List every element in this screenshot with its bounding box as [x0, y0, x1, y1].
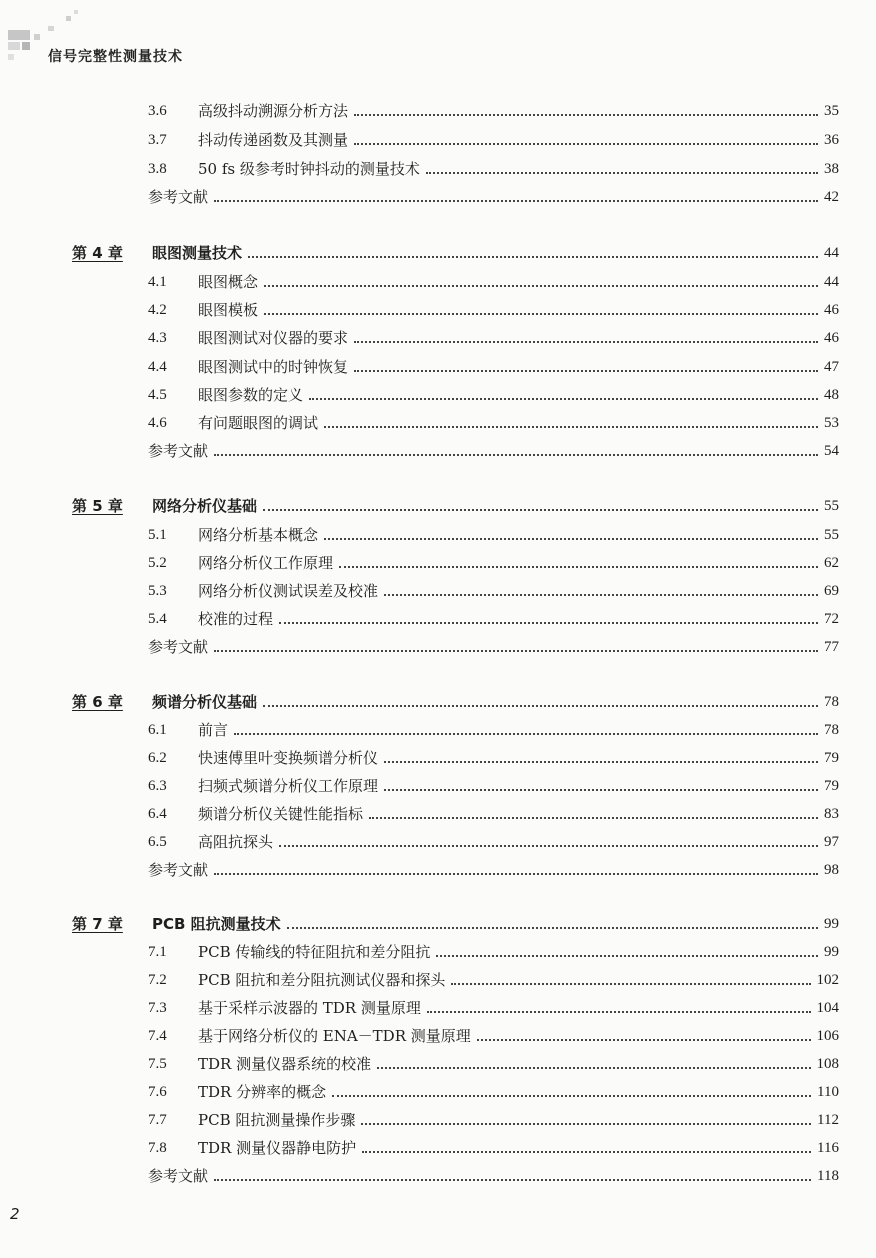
page-ref: 46 [824, 302, 839, 318]
dot-leader [384, 593, 818, 596]
section-title: 眼图测试对仪器的要求 [198, 329, 349, 347]
page-ref: 78 [824, 722, 839, 738]
toc-section-entry [148, 940, 839, 962]
dot-leader [377, 1066, 810, 1069]
dot-leader [248, 255, 818, 258]
page-ref: 72 [824, 611, 839, 627]
page-ref: 36 [824, 132, 839, 148]
chapter-title: PCB 阻抗测量技术 [152, 915, 281, 933]
section-title: 高阻抗探头 [198, 833, 274, 851]
section-title: 参考文献 [148, 861, 209, 879]
section-title: PCB 阻抗和差分阻抗测试仪器和探头 [198, 971, 446, 989]
section-number: 7.5 [148, 1056, 167, 1072]
page-ref: 47 [824, 359, 839, 375]
chapter-number: 第 4 章 [72, 244, 123, 262]
section-title: 扫频式频谱分析仪工作原理 [198, 777, 379, 795]
chapter-title: 频谱分析仪基础 [152, 693, 258, 711]
section-number: 6.2 [148, 750, 167, 766]
toc-section-entry [148, 128, 839, 150]
dot-leader [362, 1150, 811, 1153]
page-ref: 62 [824, 555, 839, 571]
page-ref: 99 [824, 916, 839, 932]
section-title: 眼图模板 [198, 301, 259, 319]
section-title: TDR 分辨率的概念 [198, 1083, 327, 1101]
toc-section-entry [148, 1052, 839, 1074]
section-title: 参考文献 [148, 638, 209, 656]
toc-chapter-entry [72, 494, 839, 516]
toc-section-entry [148, 746, 839, 768]
section-title: 基于网络分析仪的 ENA－TDR 测量原理 [198, 1027, 471, 1045]
section-title: 抖动传递函数及其测量 [198, 131, 349, 149]
chapter-number: 第 7 章 [72, 915, 123, 933]
section-number: 5.4 [148, 611, 167, 627]
dot-leader [234, 732, 818, 735]
page-ref: 69 [824, 583, 839, 599]
section-number: 7.1 [148, 944, 167, 960]
page-ref: 79 [824, 778, 839, 794]
page-ref: 118 [817, 1168, 839, 1184]
dot-leader [339, 565, 818, 568]
toc-section-entry [148, 774, 839, 796]
page-ref: 99 [824, 944, 839, 960]
page-ref: 116 [817, 1140, 839, 1156]
dot-leader [324, 537, 818, 540]
page-ref: 55 [824, 498, 839, 514]
page-ref: 110 [817, 1084, 839, 1100]
page-ref: 97 [824, 834, 839, 850]
page-ref: 54 [824, 443, 839, 459]
section-title: PCB 传输线的特征阻抗和差分阻抗 [198, 943, 431, 961]
chapter-number: 第 6 章 [72, 693, 123, 711]
page-ref: 44 [824, 274, 839, 290]
dot-leader [214, 649, 818, 652]
section-number: 7.7 [148, 1112, 167, 1128]
dot-leader [361, 1122, 811, 1125]
dot-leader [287, 926, 818, 929]
section-number: 5.3 [148, 583, 167, 599]
section-number: 4.6 [148, 415, 167, 431]
toc-section-entry [148, 523, 839, 545]
page-ref: 77 [824, 639, 839, 655]
page-ref: 35 [824, 103, 839, 119]
dot-leader [427, 1010, 811, 1013]
section-title: TDR 测量仪器系统的校准 [198, 1055, 372, 1073]
dot-leader [354, 369, 818, 372]
page-ref: 44 [824, 245, 839, 261]
section-number: 4.1 [148, 274, 167, 290]
toc-section-entry [148, 1108, 839, 1130]
section-title: 眼图参数的定义 [198, 386, 304, 404]
dot-leader [264, 312, 818, 315]
toc-section-entry [148, 157, 839, 179]
section-number: 3.8 [148, 161, 167, 177]
toc-section-entry [148, 1024, 839, 1046]
section-title: 校准的过程 [198, 610, 274, 628]
dot-leader [332, 1094, 811, 1097]
section-number: 7.3 [148, 1000, 167, 1016]
dot-leader [354, 113, 818, 116]
page-ref: 108 [816, 1056, 839, 1072]
toc-chapter-entry [72, 241, 839, 263]
section-number: 5.1 [148, 527, 167, 543]
book-title: 信号完整性测量技术 [48, 49, 183, 65]
dot-leader [279, 844, 818, 847]
toc-section-entry [148, 99, 839, 121]
section-number: 4.3 [148, 330, 167, 346]
page-ref: 104 [816, 1000, 839, 1016]
section-title: 网络分析基本概念 [198, 526, 319, 544]
dot-leader [369, 816, 818, 819]
page-ref: 106 [816, 1028, 839, 1044]
toc-section-entry [148, 579, 839, 601]
toc-section-entry [148, 1164, 839, 1186]
dot-leader [354, 142, 818, 145]
dot-leader [309, 397, 818, 400]
dot-leader [264, 284, 818, 287]
page-number: 2 [10, 1205, 20, 1223]
page-ref: 48 [824, 387, 839, 403]
section-number: 6.1 [148, 722, 167, 738]
toc-section-entry [148, 355, 839, 377]
page-ref: 79 [824, 750, 839, 766]
chapter-title: 网络分析仪基础 [152, 497, 258, 515]
section-number: 7.6 [148, 1084, 167, 1100]
section-title: 高级抖动溯源分析方法 [198, 102, 349, 120]
toc-section-entry [148, 551, 839, 573]
chapter-title: 眼图测量技术 [152, 244, 243, 262]
section-title: 有问题眼图的调试 [198, 414, 319, 432]
section-title: 参考文献 [148, 442, 209, 460]
toc-section-entry [148, 858, 839, 880]
toc-section-entry [148, 830, 839, 852]
toc-section-entry [148, 326, 839, 348]
toc-section-entry [148, 439, 839, 461]
toc-section-entry [148, 802, 839, 824]
toc-section-entry [148, 270, 839, 292]
toc-section-entry [148, 718, 839, 740]
page-ref: 112 [817, 1112, 839, 1128]
section-title: 50 fs 级参考时钟抖动的测量技术 [198, 160, 420, 178]
section-number: 7.2 [148, 972, 167, 988]
section-number: 7.4 [148, 1028, 167, 1044]
dot-leader [426, 171, 818, 174]
page-ref: 53 [824, 415, 839, 431]
page-ref: 98 [824, 862, 839, 878]
dot-leader [214, 199, 818, 202]
section-number: 4.4 [148, 359, 167, 375]
section-number: 7.8 [148, 1140, 167, 1156]
dot-leader [436, 954, 818, 957]
toc-chapter-entry [72, 912, 839, 934]
section-title: 参考文献 [148, 188, 209, 206]
toc-section-entry [148, 185, 839, 207]
toc-chapter-entry [72, 690, 839, 712]
page-ref: 102 [816, 972, 839, 988]
dot-leader [324, 425, 818, 428]
section-title: 网络分析仪工作原理 [198, 554, 334, 572]
dot-leader [384, 760, 818, 763]
dot-leader [214, 872, 818, 875]
toc-section-entry [148, 298, 839, 320]
section-number: 3.6 [148, 103, 167, 119]
section-number: 4.2 [148, 302, 167, 318]
section-number: 4.5 [148, 387, 167, 403]
toc-section-entry [148, 1136, 839, 1158]
page-ref: 46 [824, 330, 839, 346]
toc-section-entry [148, 411, 839, 433]
dot-leader [214, 453, 818, 456]
section-title: 眼图测试中的时钟恢复 [198, 358, 349, 376]
section-number: 6.4 [148, 806, 167, 822]
page-ref: 42 [824, 189, 839, 205]
section-number: 5.2 [148, 555, 167, 571]
dot-leader [214, 1178, 811, 1181]
dot-leader [279, 621, 818, 624]
section-title: TDR 测量仪器静电防护 [198, 1139, 357, 1157]
section-number: 3.7 [148, 132, 167, 148]
running-header [8, 6, 308, 76]
toc-section-entry [148, 996, 839, 1018]
section-title: 眼图概念 [198, 273, 259, 291]
section-title: PCB 阻抗测量操作步骤 [198, 1111, 356, 1129]
section-title: 基于采样示波器的 TDR 测量原理 [198, 999, 421, 1017]
page-ref: 83 [824, 806, 839, 822]
toc-section-entry [148, 635, 839, 657]
toc-section-entry [148, 383, 839, 405]
toc-section-entry [148, 968, 839, 990]
section-title: 网络分析仪测试误差及校准 [198, 582, 379, 600]
dot-leader [263, 508, 818, 511]
section-title: 快速傅里叶变换频谱分析仪 [198, 749, 379, 767]
dot-leader [384, 788, 818, 791]
dot-leader [477, 1038, 811, 1041]
chapter-number: 第 5 章 [72, 497, 123, 515]
dot-leader [451, 982, 810, 985]
page-ref: 78 [824, 694, 839, 710]
page-ref: 38 [824, 161, 839, 177]
section-title: 前言 [198, 721, 229, 739]
toc-section-entry [148, 1080, 839, 1102]
dot-leader [354, 340, 818, 343]
section-title: 参考文献 [148, 1167, 209, 1185]
section-number: 6.3 [148, 778, 167, 794]
section-number: 6.5 [148, 834, 167, 850]
toc-section-entry [148, 607, 839, 629]
section-title: 频谱分析仪关键性能指标 [198, 805, 364, 823]
page-ref: 55 [824, 527, 839, 543]
dot-leader [263, 704, 818, 707]
